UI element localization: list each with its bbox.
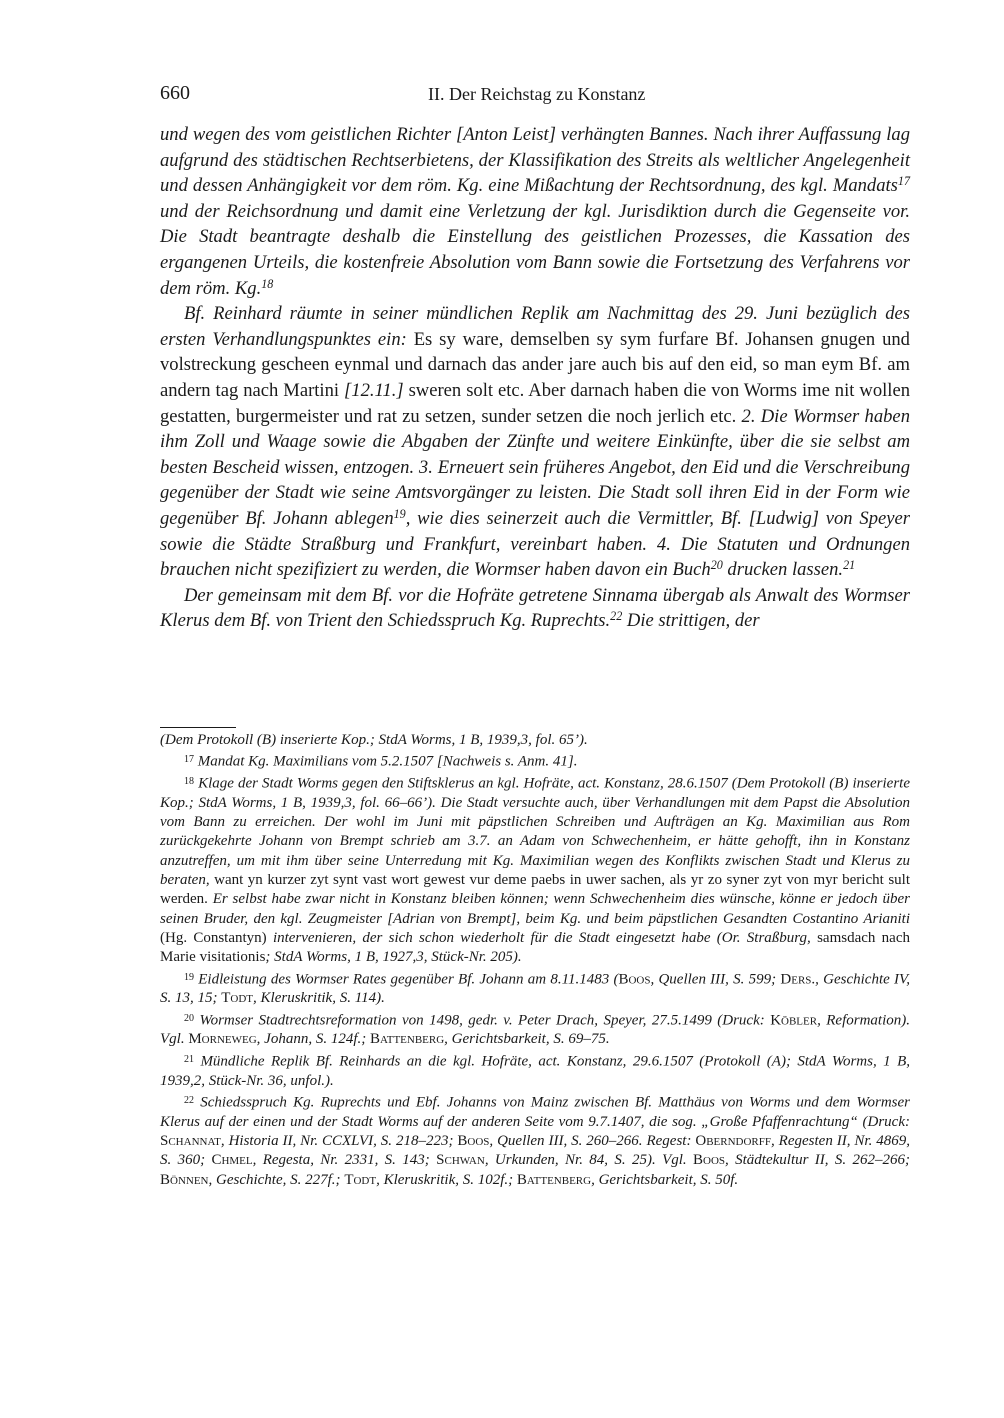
footnote-text: , Urkunden, Nr. 84, S. 25). Vgl. bbox=[484, 1152, 694, 1169]
footnote-text: Klage der Stadt Worms gegen den Stiftsklerus an kgl. Hofräte, act. Konstanz, 28.6.1507 (Dem Protokoll (B) inserierte Kop.; StdA Worms, 1 B, 1939,3, fol. 66–66’). Die Stadt versuchte auch, über Verhandlungen mit dem Papst die Absolution vom Bann zu erreichen. Der wohl im Juni mit päpstlichen Schreiben und Aufträgen an Kg. Maximilian aus Rom zurückgekehrte Johann von Brempt schrieb am 3.7. an Adam von Schwechenheim, er hätte gehofft, ihn in Konstanz anzutreffen, um mit ihm über seine Unterredung mit Kg. Maximilian wegen des Konflikts zwischen Stadt und Klerus zu beraten, bbox=[160, 775, 911, 889]
author-name: Boos bbox=[693, 1152, 726, 1169]
paragraph-3 bbox=[160, 583, 910, 634]
text-span: und wegen des vom geistlichen Richter [Anton Leist] verhängten Bannes. Nach ihrer Auffassung lag aufgrund des städtischen Rechtserbietens, der Klassifikation des Streits als weltlicher Angelegenheit und dessen Anhängigkeit vor dem röm. Kg. eine Mißachtung der Rechtsordnung, des kgl. Mandats bbox=[160, 124, 910, 197]
quoted-source-text: Es sy ware, demselben sy sym furfare Bf. Johansen gnugen und volstreckung gescheen eynmal und darnach das ander jare auch bis auf den eid, so man eym Bf. am andern tag nach Martini bbox=[160, 328, 910, 401]
footnote-text: , Gerichtsbarkeit, S. 69–75. bbox=[444, 1031, 610, 1048]
footnote-ref-19[interactable]: 19 bbox=[393, 506, 406, 521]
footnote-number: 21 bbox=[184, 1053, 194, 1065]
author-name: Ders. bbox=[780, 971, 816, 988]
author-name: Schannat bbox=[160, 1132, 221, 1149]
text-span: Die strittigen, der bbox=[622, 610, 760, 632]
footnote-text: , Städtekultur II, S. 262–266; bbox=[725, 1152, 910, 1169]
running-head: II. Der Reichstag zu Konstanz bbox=[428, 84, 646, 104]
footnote-text: Eidleistung des Wormser Rates gegenüber Bf. Johann am 8.11.1483 ( bbox=[198, 971, 619, 988]
date-annotation: [12.11.] bbox=[344, 379, 404, 401]
author-name: Oberndorff bbox=[695, 1132, 772, 1149]
footnote-text: , Gerichtsbarkeit, S. 50f. bbox=[591, 1171, 739, 1188]
author-name: Todt bbox=[221, 990, 254, 1007]
footnote-text: Mündliche Replik Bf. Reinhards an die kgl. Hofräte, act. Konstanz, 29.6.1507 (Protokoll (A); StdA Worms, 1 B, 1939,2, Stück-Nr. 36, unfol.). bbox=[160, 1053, 910, 1089]
author-name: Morneweg bbox=[188, 1031, 257, 1048]
text-span: Bf. Reinhard räumte in seiner mündlichen Replik am Nachmittag des 29. Juni bezüglich des ersten Verhandlungspunktes ein: bbox=[160, 303, 910, 350]
quoted-source-text: (Hg. Constantyn) bbox=[160, 929, 273, 946]
footnote-text: Er selbst habe zwar nicht in Konstanz bleiben können; wenn Schwechenheim dies wünsche, könne er jedoch über seinen Bruder, den kgl. Zeugmeister [Adrian von Brempt], beim Kg. und beim päpstlichen Gesandten Costantino Arianiti bbox=[160, 891, 910, 927]
quoted-source-text: sweren solt etc. Aber darnach haben die von Worms ime nit wollen gestatten, burgermeister und rat zu setzen, sunder setzen die noch jerlich etc. bbox=[160, 379, 910, 427]
footnote-text: intervenieren, der sich schon wiederholt für die Stadt eingesetzt habe (Or. Straßburg, bbox=[272, 929, 811, 946]
main-text bbox=[160, 122, 910, 634]
paragraph-1 bbox=[160, 122, 910, 301]
footnote-ref-18[interactable]: 18 bbox=[261, 276, 274, 291]
text-span: , wie dies seinerzeit auch die Vermittler, Bf. [Ludwig] von Speyer sowie die Städte Straßburg und Frankfurt, vereinbart haben. 4. Die Statuten und Ordnungen brauchen nicht spezifiziert zu werden, die Wormser haben davon ein Buch bbox=[160, 507, 910, 581]
author-name: Köbler bbox=[770, 1012, 818, 1029]
author-name: Battenberg bbox=[516, 1171, 592, 1188]
footnote-text: , Historia II, Nr. CCXLVI, S. 218–223; bbox=[220, 1132, 458, 1149]
text-span: und der Reichsordnung und damit eine Verletzung der kgl. Jurisdiktion durch die Gegenseite vor. Die Stadt beantragte deshalb die Einstellung des geistlichen Prozesses, die Kassation des ergangenen Urteils, die kostenfreie Absolution vom Bann sowie die Fortsetzung des Verfahrens vor dem röm. Kg. bbox=[160, 200, 910, 299]
footnote-text: , Kleruskritik, S. 102f.; bbox=[376, 1171, 517, 1188]
footnote-text: ; StdA Worms, 1 B, 1927,3, Stück-Nr. 205). bbox=[265, 949, 522, 966]
footnote-22 bbox=[160, 1091, 910, 1190]
footnotes bbox=[160, 731, 910, 1190]
footnote-continuation: (Dem Protokoll (B) inserierte Kop.; StdA Worms, 1 B, 1939,3, fol. 65’). bbox=[160, 732, 588, 748]
footnote-19 bbox=[160, 968, 910, 1009]
footnote-number: 18 bbox=[184, 776, 194, 788]
footnote-text: , Geschichte IV, S. 13, 15; bbox=[160, 971, 910, 1007]
footnote-20 bbox=[160, 1009, 910, 1050]
footnote-ref-20[interactable]: 20 bbox=[710, 558, 723, 573]
author-name: Schwan bbox=[436, 1152, 485, 1169]
author-name: Boos bbox=[618, 971, 651, 988]
footnote-separator bbox=[160, 727, 236, 728]
footnote-text: Schiedsspruch Kg. Ruprechts und Ebf. Johanns von Mainz zwischen Bf. Matthäus von Worms und dem Wormser Klerus auf der einen und der Stadt Worms auf der anderen Seite vom 9.7.1407, die sog. „Große Pfaffenrachtung“ (Druck: bbox=[160, 1094, 911, 1130]
page-number: 660 bbox=[160, 82, 190, 104]
footnote-text: , Reformation). Vgl. bbox=[160, 1012, 911, 1048]
author-name: Boos bbox=[457, 1132, 490, 1149]
author-name: Bönnen bbox=[160, 1171, 209, 1188]
footnote-text: , Regesten II, Nr. 4869, S. 360; bbox=[160, 1132, 911, 1169]
footnote-text: , Kleruskritik, S. 114). bbox=[253, 990, 385, 1007]
text-span: drucken lassen. bbox=[722, 559, 844, 581]
footnote-ref-21[interactable]: 21 bbox=[843, 558, 856, 573]
text-span: Der gemeinsam mit dem Bf. vor die Hofräte getretene Sinnama übergab als Anwalt des Wormser Klerus dem Bf. von Trient den Schiedsspruch Kg. Ruprechts. bbox=[160, 584, 910, 632]
author-name: Todt bbox=[344, 1171, 377, 1188]
footnote-number: 22 bbox=[184, 1094, 194, 1106]
footnote-number: 19 bbox=[184, 971, 194, 983]
author-name: Battenberg bbox=[370, 1031, 445, 1048]
paragraph-2 bbox=[160, 301, 910, 583]
footnote-text: , Johann, S. 124f.; bbox=[256, 1031, 370, 1048]
quoted-source-text: want yn kurzer zyt synt vast wort gewest vur deme paebs in uwer sachen, als yr zo syner zyt von myr bericht sult werden. bbox=[160, 872, 910, 908]
footnote-18 bbox=[160, 772, 910, 967]
footnote-number: 20 bbox=[184, 1012, 194, 1024]
footnote-21 bbox=[160, 1050, 910, 1091]
footnote-number: 17 bbox=[184, 754, 194, 766]
footnote-text: , Quellen III, S. 260–266. Regest: bbox=[489, 1132, 696, 1149]
footnote-17 bbox=[160, 750, 910, 772]
footnote-text: Mandat Kg. Maximilians vom 5.2.1507 [Nachweis s. Anm. 41]. bbox=[197, 753, 578, 770]
footnote-ref-22[interactable]: 22 bbox=[610, 609, 623, 624]
footnote-text: , Regesta, Nr. 2331, S. 143; bbox=[252, 1152, 437, 1169]
text-span: 2. Die Wormser haben ihm Zoll und Waage sowie die Abgaben der Zünfte und weitere Einkünfte, über die sie selbst am besten Bescheid wissen, entzogen. 3. Erneuert sein früheres Angebot, den Eid und die Verschreibung gegenüber der Stadt wie seine Amtsvorgänger zu leisten. Die Stadt soll ihren Eid in der Form wie gegenüber Bf. Johann ablegen bbox=[160, 405, 910, 529]
footnote-ref-17[interactable]: 17 bbox=[897, 174, 910, 189]
footnote-text: , Quellen III, S. 599; bbox=[650, 971, 781, 988]
footnote-text: Wormser Stadtrechtsreformation von 1498, gedr. v. Peter Drach, Speyer, 27.5.1499 (Druck: bbox=[199, 1012, 771, 1029]
quoted-source-text: samsdach nach Marie visitationis bbox=[160, 929, 910, 966]
footnote-text: , Geschichte, S. 227f.; bbox=[208, 1171, 345, 1188]
author-name: Chmel bbox=[211, 1152, 253, 1169]
